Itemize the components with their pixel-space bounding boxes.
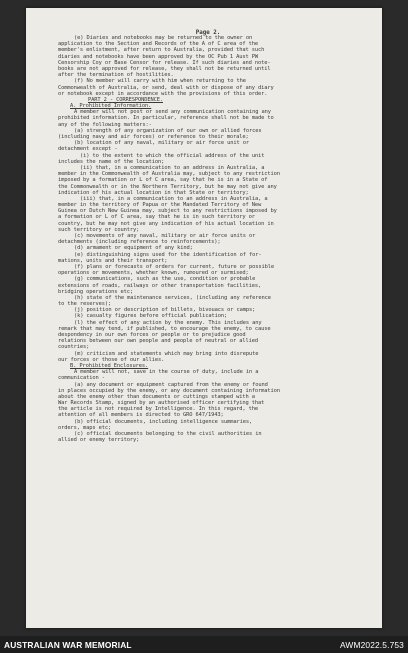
text-line: such territory or country; <box>58 226 140 233</box>
text-line: (l) the effect of any action by the enemy. This includes any <box>74 319 262 326</box>
text-line: imposed by a formation or L of C area, say that he is in a State of <box>58 177 268 184</box>
text-line: B. Prohibited Enclosures. <box>70 362 149 369</box>
text-line: indication of his actual location in that State or territory; <box>58 189 249 196</box>
text-line: bridging operations etc; <box>58 288 134 295</box>
text-line: relations between our own people and people of neutral or allied <box>58 338 259 345</box>
text-line: mations, units and their transport; <box>58 257 168 264</box>
footer-bar <box>0 636 408 653</box>
text-line: member's enlistment, after return to Australia, provided that such <box>58 47 265 54</box>
text-line: operations or movements, whether known, rumoured or surmised; <box>58 270 249 277</box>
text-line: despondency in our own forces or people or to prejudice good <box>58 332 246 338</box>
text-line: (k) casualty figures before official publication; <box>74 313 228 320</box>
text-line: (h) state of the maintenance services, (including any reference <box>74 294 271 301</box>
text-line: detachment except - <box>58 146 118 153</box>
text-line: member in the Commonwealth of Australia may, subject to any restriction <box>58 171 280 178</box>
text-line: PART 2 - CORRESPONDENCE. <box>88 96 164 103</box>
text-line: any of the following matters:- <box>58 121 152 128</box>
text-line: (i) to the extent to which the official address of the unit <box>80 152 265 159</box>
text-line: or notebook except in accordance with the provisions of this order. <box>58 90 268 97</box>
text-line: country, but he may not give any indication of his actual location in <box>58 220 274 227</box>
text-line: allied or enemy territory; <box>58 437 140 444</box>
text-line: (ii) that, in a communication to an address in Australia, a <box>80 164 265 171</box>
text-line: (c) official documents belonging to the civil authorities in <box>74 431 262 437</box>
text-line: diaries and notebooks have been approved by the OC Pub 1 Aust PW <box>58 53 259 60</box>
text-line: detachments (including reference to reinforcements); <box>58 239 221 246</box>
text-line: the article is not required by Intelligence. In this regard, the <box>58 406 259 413</box>
text-line: member in the territory of Papua or the Mandated Territory of New <box>58 202 262 209</box>
text-line: (d) armament or equipment of any kind; <box>74 245 193 252</box>
document-text <box>26 35 382 443</box>
text-line: (m) criticism and statements which may bring into disrepute <box>74 350 259 357</box>
text-line: Guinea or Dutch New Guinea may, subject to any restrictions imposed by <box>58 208 277 215</box>
footer-institution: AUSTRALIAN WAR MEMORIAL <box>4 640 132 650</box>
text-line: A. Prohibited Information. <box>70 103 152 110</box>
text-line: about the enemy other than documents or cuttings stamped with a <box>58 393 255 400</box>
text-line: (c) movements of any naval, military or air force units or <box>74 233 256 239</box>
footer-reference-id: AWM2022.5.753 <box>339 640 404 650</box>
text-line: remark that may tend, if published, to encourage the enemy, to cause <box>58 325 271 332</box>
text-line: (a) strength of any organization of our own or allied forces <box>74 127 262 134</box>
text-line: (b) official documents, including intelligence summaries, <box>74 418 253 425</box>
text-line: (b) location of any naval, military or air force unit or <box>74 140 250 147</box>
text-line: attention of all members is directed to GRO 647/1943; <box>58 412 224 419</box>
text-line: in places occupied by the enemy, or any document containing information <box>58 387 280 394</box>
text-line: to the reserves); <box>58 301 112 308</box>
text-line: A member will not, save in the course of duty, include in a <box>74 369 259 376</box>
text-line: Commonwealth of Australia, or send, deal with or dispose of any diary <box>58 84 274 91</box>
text-line: orders, maps etc; <box>58 424 112 431</box>
text-line: A member will not post or send any communication containing any <box>74 109 271 116</box>
text-line: (a) any document or equipment captured from the enemy or found <box>74 381 268 388</box>
text-line: Censorship Coy or Base Censor for release. If such diaries and note- <box>58 59 271 66</box>
text-line: (g) communications, such as the use, condition or probable <box>74 276 256 283</box>
text-line: extensions of roads, railways or other transportation facilities, <box>58 282 262 289</box>
text-line: countries; <box>58 344 90 351</box>
text-line: communication - <box>58 375 105 382</box>
text-line: (f) No member will carry with him when returning to the <box>74 78 246 85</box>
text-line: prohibited information. In particular, reference shall not be made to <box>58 115 274 122</box>
text-line: books are not approved for release, they shall not be returned until <box>58 65 271 72</box>
text-line: War Records Stamp, signed by an authorised officer certifying that <box>58 400 265 407</box>
text-line: (e) distinguishing signs used for the identification of for- <box>74 251 262 258</box>
text-line: after the termination of hostilities. <box>58 72 174 79</box>
document-page <box>26 8 382 628</box>
page-heading: Page 2. <box>195 30 221 36</box>
text-line: (j) position or description of billets, bivouacs or camps; <box>74 307 256 314</box>
text-line: (iii) that, in a communication to an address in Australia, a <box>80 195 268 202</box>
text-line: a formation or L of C area, say that he is in such territory or <box>58 214 255 221</box>
text-line: includes the name of the location; <box>58 158 165 165</box>
text-line: application to the Section and Records of the A of C area of the <box>58 41 259 48</box>
text-line: (f) plans or forecasts of orders for current, future or possible <box>74 263 275 270</box>
text-line: the Commonwealth or in the Northern Territory, but he may not give any <box>58 183 277 190</box>
text-line: our forces or those of our allies. <box>58 356 165 363</box>
text-line: (e) Diaries and notebooks may be returned to the owner on <box>74 35 253 41</box>
text-line: (including navy and air forces) or reference to their morale; <box>58 134 249 140</box>
